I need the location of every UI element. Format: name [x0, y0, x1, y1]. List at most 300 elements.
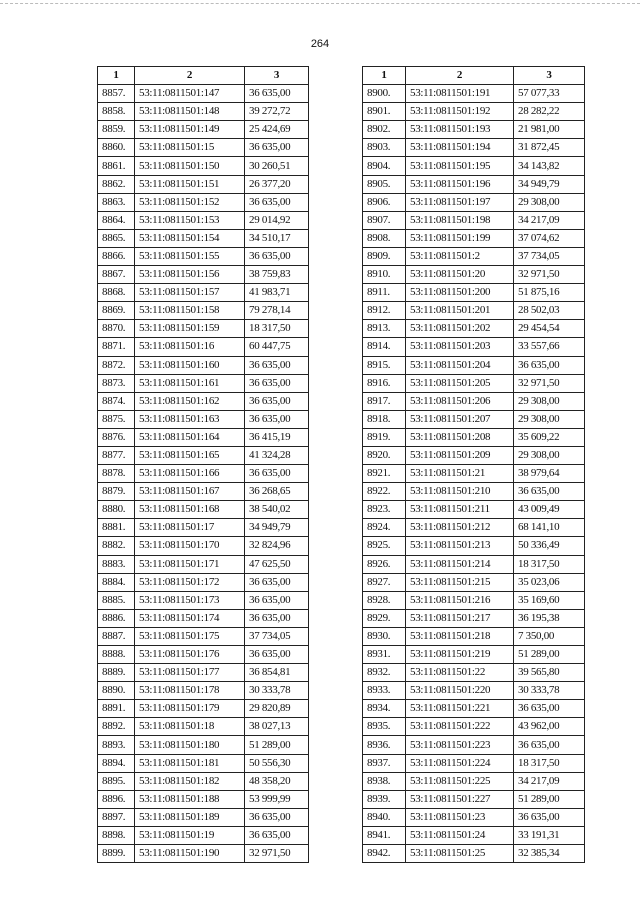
table-row — [98, 519, 309, 537]
cadastral-number: 53:11:0811501:196 — [406, 175, 514, 193]
row-number: 8923. — [363, 501, 406, 519]
cadastral-value: 37 734,05 — [514, 247, 585, 265]
table-row — [98, 302, 309, 320]
cadastral-value: 39 565,80 — [514, 664, 585, 682]
row-number: 8934. — [363, 700, 406, 718]
cadastral-value: 79 278,14 — [245, 302, 309, 320]
table-row — [363, 175, 585, 193]
cadastral-number: 53:11:0811501:15 — [135, 139, 245, 157]
cadastral-value: 36 635,00 — [245, 85, 309, 103]
cadastral-value: 41 983,71 — [245, 284, 309, 302]
cadastral-number: 53:11:0811501:176 — [135, 646, 245, 664]
table-row — [363, 320, 585, 338]
table-row — [98, 211, 309, 229]
cadastral-value: 34 949,79 — [514, 175, 585, 193]
row-number: 8888. — [98, 646, 135, 664]
row-number: 8875. — [98, 410, 135, 428]
row-number: 8877. — [98, 446, 135, 464]
cadastral-number: 53:11:0811501:154 — [135, 229, 245, 247]
row-number: 8886. — [98, 609, 135, 627]
row-number: 8857. — [98, 85, 135, 103]
cadastral-value: 35 169,60 — [514, 591, 585, 609]
cadastral-value: 36 635,00 — [514, 736, 585, 754]
row-number: 8878. — [98, 465, 135, 483]
cadastral-number: 53:11:0811501:178 — [135, 682, 245, 700]
cadastral-value: 34 949,79 — [245, 519, 309, 537]
row-number: 8861. — [98, 157, 135, 175]
table-row — [98, 736, 309, 754]
row-number: 8924. — [363, 519, 406, 537]
table-row — [363, 121, 585, 139]
table-row — [98, 103, 309, 121]
cadastral-number: 53:11:0811501:165 — [135, 446, 245, 464]
table-row — [363, 790, 585, 808]
cadastral-number: 53:11:0811501:212 — [406, 519, 514, 537]
row-number: 8926. — [363, 555, 406, 573]
row-number: 8868. — [98, 284, 135, 302]
row-number: 8935. — [363, 718, 406, 736]
table-row — [98, 483, 309, 501]
cadastral-value: 33 557,66 — [514, 338, 585, 356]
cadastral-value: 30 333,78 — [514, 682, 585, 700]
table-row — [98, 718, 309, 736]
table-row — [363, 266, 585, 284]
row-number: 8896. — [98, 790, 135, 808]
cadastral-value: 32 971,50 — [514, 374, 585, 392]
row-number: 8912. — [363, 302, 406, 320]
table-row — [363, 845, 585, 863]
row-number: 8913. — [363, 320, 406, 338]
cadastral-number: 53:11:0811501:219 — [406, 646, 514, 664]
cadastral-value: 36 635,00 — [245, 356, 309, 374]
row-number: 8860. — [98, 139, 135, 157]
table-row — [363, 772, 585, 790]
table-row — [98, 446, 309, 464]
table-row — [363, 808, 585, 826]
cadastral-value: 36 635,00 — [245, 374, 309, 392]
row-number: 8939. — [363, 790, 406, 808]
cadastral-number: 53:11:0811501:205 — [406, 374, 514, 392]
cadastral-number: 53:11:0811501:188 — [135, 790, 245, 808]
cadastral-number: 53:11:0811501:17 — [135, 519, 245, 537]
cadastral-number: 53:11:0811501:224 — [406, 754, 514, 772]
cadastral-number: 53:11:0811501:156 — [135, 266, 245, 284]
cadastral-value: 28 502,03 — [514, 302, 585, 320]
cadastral-number: 53:11:0811501:19 — [135, 826, 245, 844]
table-row — [98, 229, 309, 247]
cadastral-value: 35 609,22 — [514, 428, 585, 446]
cadastral-number: 53:11:0811501:198 — [406, 211, 514, 229]
table-row — [98, 121, 309, 139]
table-row — [98, 157, 309, 175]
row-number: 8922. — [363, 483, 406, 501]
cadastral-number: 53:11:0811501:2 — [406, 247, 514, 265]
cadastral-value: 37 734,05 — [245, 627, 309, 645]
cadastral-number: 53:11:0811501:162 — [135, 392, 245, 410]
cadastral-number: 53:11:0811501:23 — [406, 808, 514, 826]
row-number: 8917. — [363, 392, 406, 410]
cadastral-value: 34 217,09 — [514, 211, 585, 229]
row-number: 8915. — [363, 356, 406, 374]
cadastral-value: 36 635,00 — [245, 139, 309, 157]
row-number: 8941. — [363, 826, 406, 844]
row-number: 8865. — [98, 229, 135, 247]
table-row — [363, 302, 585, 320]
cadastral-value: 32 385,34 — [514, 845, 585, 863]
table-row — [98, 392, 309, 410]
cadastral-number: 53:11:0811501:203 — [406, 338, 514, 356]
cadastral-value: 43 009,49 — [514, 501, 585, 519]
cadastral-value: 32 971,50 — [514, 266, 585, 284]
table-row — [98, 247, 309, 265]
row-number: 8920. — [363, 446, 406, 464]
row-number: 8900. — [363, 85, 406, 103]
row-number: 8933. — [363, 682, 406, 700]
cadastral-number: 53:11:0811501:160 — [135, 356, 245, 374]
row-number: 8874. — [98, 392, 135, 410]
row-number: 8894. — [98, 754, 135, 772]
table-row — [363, 573, 585, 591]
cadastral-number: 53:11:0811501:25 — [406, 845, 514, 863]
table-row — [98, 410, 309, 428]
row-number: 8871. — [98, 338, 135, 356]
cadastral-number: 53:11:0811501:204 — [406, 356, 514, 374]
row-number: 8931. — [363, 646, 406, 664]
table-row — [363, 284, 585, 302]
column-header-value: 3 — [245, 67, 309, 85]
cadastral-value: 36 854,81 — [245, 664, 309, 682]
cadastral-value: 36 635,00 — [245, 573, 309, 591]
table-row — [363, 609, 585, 627]
cadastral-number: 53:11:0811501:211 — [406, 501, 514, 519]
cadastral-number: 53:11:0811501:18 — [135, 718, 245, 736]
row-number: 8903. — [363, 139, 406, 157]
row-number: 8858. — [98, 103, 135, 121]
cadastral-number: 53:11:0811501:172 — [135, 573, 245, 591]
row-number: 8940. — [363, 808, 406, 826]
row-number: 8887. — [98, 627, 135, 645]
cadastral-value: 36 635,00 — [245, 465, 309, 483]
table-row — [363, 428, 585, 446]
table-row — [363, 537, 585, 555]
cadastral-number: 53:11:0811501:199 — [406, 229, 514, 247]
row-number: 8869. — [98, 302, 135, 320]
row-number: 8936. — [363, 736, 406, 754]
cadastral-number: 53:11:0811501:217 — [406, 609, 514, 627]
row-number: 8895. — [98, 772, 135, 790]
table-row — [363, 410, 585, 428]
row-number: 8907. — [363, 211, 406, 229]
cadastral-value: 36 195,38 — [514, 609, 585, 627]
cadastral-number: 53:11:0811501:181 — [135, 754, 245, 772]
table-row — [363, 446, 585, 464]
table-row — [98, 682, 309, 700]
cadastral-number: 53:11:0811501:173 — [135, 591, 245, 609]
table-row — [98, 139, 309, 157]
row-number: 8921. — [363, 465, 406, 483]
cadastral-value: 36 635,00 — [245, 826, 309, 844]
row-number: 8880. — [98, 501, 135, 519]
table-row — [98, 374, 309, 392]
row-number: 8909. — [363, 247, 406, 265]
cadastral-value: 18 317,50 — [514, 754, 585, 772]
cadastral-value: 32 824,96 — [245, 537, 309, 555]
cadastral-value: 18 317,50 — [245, 320, 309, 338]
table-row — [363, 483, 585, 501]
cadastral-number: 53:11:0811501:223 — [406, 736, 514, 754]
cadastral-value: 48 358,20 — [245, 772, 309, 790]
cadastral-number: 53:11:0811501:202 — [406, 320, 514, 338]
row-number: 8925. — [363, 537, 406, 555]
row-number: 8905. — [363, 175, 406, 193]
cadastral-number: 53:11:0811501:16 — [135, 338, 245, 356]
cadastral-number: 53:11:0811501:208 — [406, 428, 514, 446]
cadastral-number: 53:11:0811501:218 — [406, 627, 514, 645]
cadastral-number: 53:11:0811501:166 — [135, 465, 245, 483]
cadastral-number: 53:11:0811501:200 — [406, 284, 514, 302]
row-number: 8872. — [98, 356, 135, 374]
scan-edge-line — [0, 3, 640, 4]
table-row — [98, 845, 309, 863]
table-row — [363, 392, 585, 410]
table-row — [98, 627, 309, 645]
cadastral-value: 68 141,10 — [514, 519, 585, 537]
table-header-row — [363, 67, 585, 85]
row-number: 8932. — [363, 664, 406, 682]
table-row — [98, 537, 309, 555]
cadastral-value: 30 260,51 — [245, 157, 309, 175]
row-number: 8927. — [363, 573, 406, 591]
column-header-value: 3 — [514, 67, 585, 85]
cadastral-number: 53:11:0811501:150 — [135, 157, 245, 175]
cadastral-value: 29 014,92 — [245, 211, 309, 229]
cadastral-number: 53:11:0811501:158 — [135, 302, 245, 320]
cadastral-number: 53:11:0811501:222 — [406, 718, 514, 736]
row-number: 8928. — [363, 591, 406, 609]
cadastral-number: 53:11:0811501:22 — [406, 664, 514, 682]
cadastral-value: 36 635,00 — [245, 247, 309, 265]
cadastral-value: 51 875,16 — [514, 284, 585, 302]
cadastral-number: 53:11:0811501:180 — [135, 736, 245, 754]
cadastral-number: 53:11:0811501:152 — [135, 193, 245, 211]
table-row — [363, 374, 585, 392]
table-row — [363, 826, 585, 844]
left-register-table — [97, 66, 309, 863]
table-row — [98, 664, 309, 682]
row-number: 8904. — [363, 157, 406, 175]
table-row — [363, 338, 585, 356]
table-row — [98, 501, 309, 519]
column-header-cadastral: 2 — [135, 67, 245, 85]
cadastral-number: 53:11:0811501:177 — [135, 664, 245, 682]
cadastral-number: 53:11:0811501:155 — [135, 247, 245, 265]
cadastral-number: 53:11:0811501:159 — [135, 320, 245, 338]
cadastral-value: 25 424,69 — [245, 121, 309, 139]
cadastral-number: 53:11:0811501:194 — [406, 139, 514, 157]
row-number: 8885. — [98, 591, 135, 609]
cadastral-number: 53:11:0811501:206 — [406, 392, 514, 410]
table-row — [98, 356, 309, 374]
column-header-number: 1 — [363, 67, 406, 85]
row-number: 8864. — [98, 211, 135, 229]
row-number: 8862. — [98, 175, 135, 193]
cadastral-value: 33 191,31 — [514, 826, 585, 844]
page-number: 264 — [310, 38, 330, 50]
row-number: 8863. — [98, 193, 135, 211]
cadastral-value: 29 454,54 — [514, 320, 585, 338]
row-number: 8930. — [363, 627, 406, 645]
cadastral-value: 36 268,65 — [245, 483, 309, 501]
table-row — [98, 772, 309, 790]
cadastral-value: 36 635,00 — [514, 700, 585, 718]
cadastral-value: 36 415,19 — [245, 428, 309, 446]
cadastral-value: 31 872,45 — [514, 139, 585, 157]
row-number: 8919. — [363, 428, 406, 446]
cadastral-number: 53:11:0811501:151 — [135, 175, 245, 193]
cadastral-value: 36 635,00 — [245, 646, 309, 664]
cadastral-value: 29 308,00 — [514, 446, 585, 464]
cadastral-value: 29 308,00 — [514, 193, 585, 211]
table-row — [363, 700, 585, 718]
cadastral-value: 50 556,30 — [245, 754, 309, 772]
cadastral-number: 53:11:0811501:221 — [406, 700, 514, 718]
cadastral-value: 36 635,00 — [245, 591, 309, 609]
table-row — [363, 229, 585, 247]
cadastral-value: 34 143,82 — [514, 157, 585, 175]
cadastral-value: 37 074,62 — [514, 229, 585, 247]
table-row — [363, 519, 585, 537]
table-row — [98, 826, 309, 844]
cadastral-number: 53:11:0811501:207 — [406, 410, 514, 428]
cadastral-number: 53:11:0811501:225 — [406, 772, 514, 790]
row-number: 8898. — [98, 826, 135, 844]
cadastral-number: 53:11:0811501:24 — [406, 826, 514, 844]
table-row — [98, 320, 309, 338]
row-number: 8867. — [98, 266, 135, 284]
row-number: 8914. — [363, 338, 406, 356]
cadastral-number: 53:11:0811501:214 — [406, 555, 514, 573]
cadastral-number: 53:11:0811501:161 — [135, 374, 245, 392]
row-number: 8908. — [363, 229, 406, 247]
table-row — [363, 627, 585, 645]
table-row — [363, 85, 585, 103]
cadastral-value: 36 635,00 — [245, 410, 309, 428]
table-row — [98, 573, 309, 591]
cadastral-number: 53:11:0811501:216 — [406, 591, 514, 609]
right-register-table — [362, 66, 585, 863]
table-row — [98, 808, 309, 826]
table-row — [98, 465, 309, 483]
row-number: 8879. — [98, 483, 135, 501]
cadastral-value: 35 023,06 — [514, 573, 585, 591]
row-number: 8929. — [363, 609, 406, 627]
row-number: 8884. — [98, 573, 135, 591]
cadastral-number: 53:11:0811501:209 — [406, 446, 514, 464]
cadastral-value: 36 635,00 — [514, 808, 585, 826]
cadastral-value: 39 272,72 — [245, 103, 309, 121]
cadastral-value: 30 333,78 — [245, 682, 309, 700]
column-header-cadastral: 2 — [406, 67, 514, 85]
cadastral-value: 43 962,00 — [514, 718, 585, 736]
row-number: 8942. — [363, 845, 406, 863]
cadastral-value: 38 979,64 — [514, 465, 585, 483]
table-row — [98, 284, 309, 302]
cadastral-value: 34 510,17 — [245, 229, 309, 247]
row-number: 8910. — [363, 266, 406, 284]
row-number: 8889. — [98, 664, 135, 682]
row-number: 8893. — [98, 736, 135, 754]
cadastral-number: 53:11:0811501:170 — [135, 537, 245, 555]
row-number: 8890. — [98, 682, 135, 700]
table-row — [98, 646, 309, 664]
cadastral-number: 53:11:0811501:201 — [406, 302, 514, 320]
left-table-body — [98, 85, 309, 863]
cadastral-number: 53:11:0811501:164 — [135, 428, 245, 446]
table-row — [98, 754, 309, 772]
right-table-body — [363, 85, 585, 863]
table-row — [98, 790, 309, 808]
table-row — [98, 85, 309, 103]
table-row — [98, 266, 309, 284]
cadastral-value: 29 308,00 — [514, 410, 585, 428]
cadastral-value: 60 447,75 — [245, 338, 309, 356]
cadastral-value: 51 289,00 — [514, 646, 585, 664]
cadastral-number: 53:11:0811501:149 — [135, 121, 245, 139]
cadastral-value: 51 289,00 — [245, 736, 309, 754]
cadastral-value: 50 336,49 — [514, 537, 585, 555]
row-number: 8876. — [98, 428, 135, 446]
table-row — [363, 718, 585, 736]
cadastral-number: 53:11:0811501:191 — [406, 85, 514, 103]
cadastral-value: 18 317,50 — [514, 555, 585, 573]
table-row — [98, 428, 309, 446]
cadastral-value: 36 635,00 — [245, 392, 309, 410]
table-row — [363, 247, 585, 265]
row-number: 8937. — [363, 754, 406, 772]
cadastral-number: 53:11:0811501:171 — [135, 555, 245, 573]
cadastral-number: 53:11:0811501:21 — [406, 465, 514, 483]
table-row — [363, 501, 585, 519]
cadastral-number: 53:11:0811501:148 — [135, 103, 245, 121]
cadastral-number: 53:11:0811501:182 — [135, 772, 245, 790]
table-row — [98, 175, 309, 193]
cadastral-number: 53:11:0811501:163 — [135, 410, 245, 428]
row-number: 8899. — [98, 845, 135, 863]
cadastral-value: 36 635,00 — [245, 808, 309, 826]
cadastral-number: 53:11:0811501:179 — [135, 700, 245, 718]
row-number: 8902. — [363, 121, 406, 139]
row-number: 8859. — [98, 121, 135, 139]
cadastral-number: 53:11:0811501:167 — [135, 483, 245, 501]
cadastral-number: 53:11:0811501:189 — [135, 808, 245, 826]
table-row — [98, 555, 309, 573]
row-number: 8892. — [98, 718, 135, 736]
row-number: 8873. — [98, 374, 135, 392]
table-row — [363, 465, 585, 483]
cadastral-number: 53:11:0811501:153 — [135, 211, 245, 229]
cadastral-number: 53:11:0811501:168 — [135, 501, 245, 519]
cadastral-value: 51 289,00 — [514, 790, 585, 808]
cadastral-number: 53:11:0811501:210 — [406, 483, 514, 501]
row-number: 8938. — [363, 772, 406, 790]
table-row — [98, 193, 309, 211]
cadastral-number: 53:11:0811501:195 — [406, 157, 514, 175]
cadastral-number: 53:11:0811501:147 — [135, 85, 245, 103]
cadastral-value: 36 635,00 — [514, 356, 585, 374]
table-row — [363, 139, 585, 157]
cadastral-number: 53:11:0811501:157 — [135, 284, 245, 302]
row-number: 8881. — [98, 519, 135, 537]
